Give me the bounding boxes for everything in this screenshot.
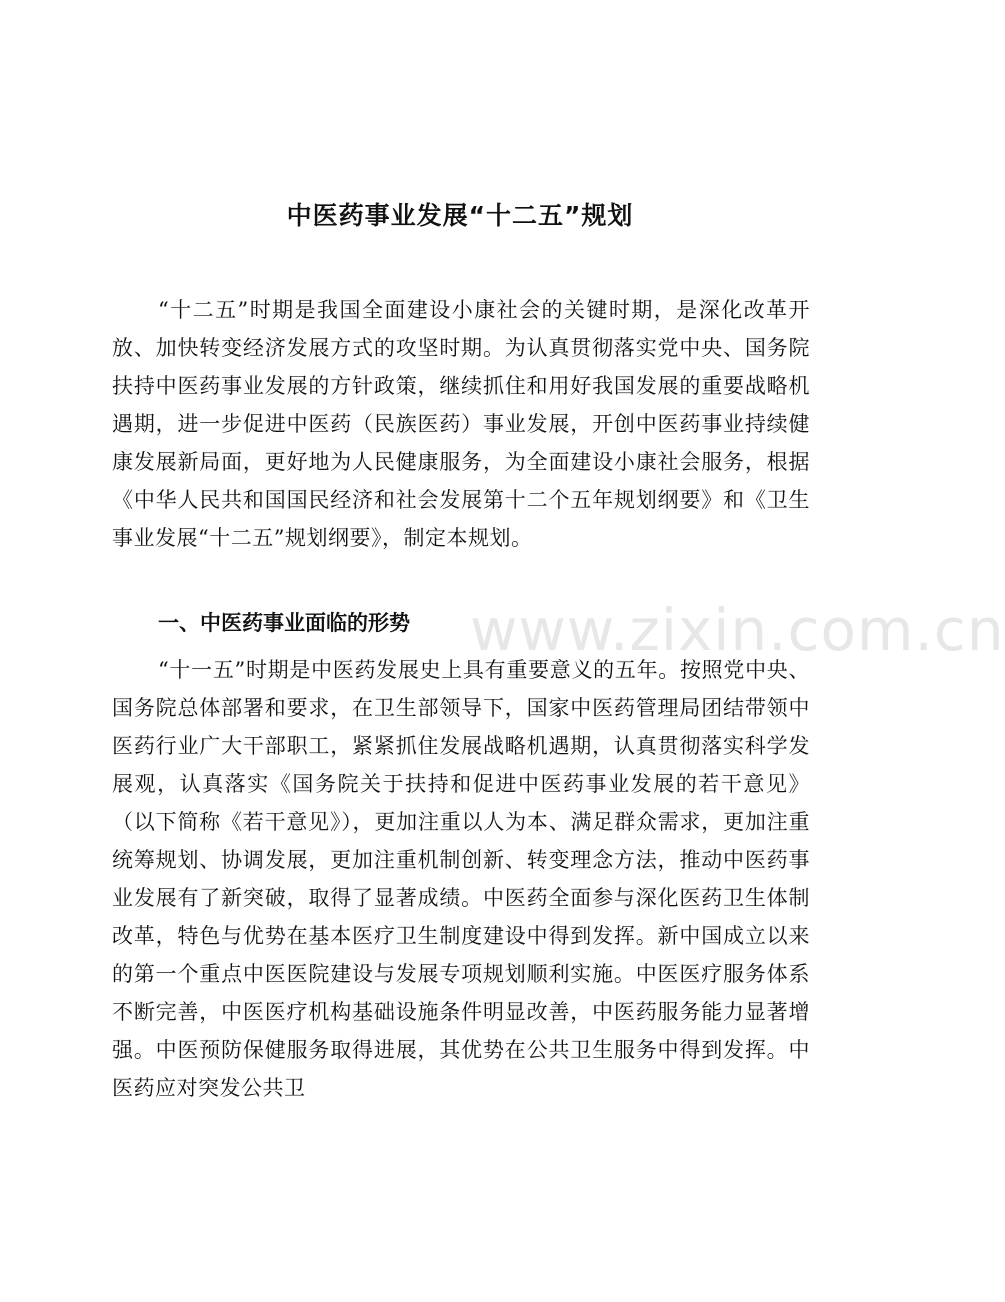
section-paragraph: “十一五”时期是中医药发展史上具有重要意义的五年。按照党中央、国务院总体部署和要求，在卫生部领导下，国家中医药管理局团结带领中医药行业广大干部职工，紧紧抓住发展战略机遇期，认真贯彻落实科学发展观，认真落实《国务院关于扶持和促进中医药事业发展的若干意见》（以下简称《若干意见》），更加注重以人为本、满足群众需求，更加注重统筹规划、协调发展，更加注重机制创新、转变理念方法，推动中医药事业发展有了新突破，取得了显著成绩。中医药全面参与深化医药卫生体制改革，特色与优势在基本医疗卫生制度建设中得到发挥。新中国成立以来的第一个重点中医医院建设与发展专项规划顺利实施。中医医疗服务体系不断完善，中医医疗机构基础设施条件明显改善，中医药服务能力显著增强。中医预防保健服务取得进展，其优势在公共卫生服务中得到发挥。中医药应对突发公共卫 <box>112 658 810 1100</box>
document-title: 中医药事业发展“十二五”规划 <box>286 201 634 230</box>
watermark: www.zixin.com.cn <box>470 596 1005 664</box>
section-heading: 一、中医药事业面临的形势 <box>158 611 410 635</box>
intro-paragraph: “十二五”时期是我国全面建设小康社会的关键时期，是深化改革开放、加快转变经济发展方式的攻坚时期。为认真贯彻落实党中央、国务院扶持中医药事业发展的方针政策，继续抓住和用好我国发展的重要战略机遇期，进一步促进中医药（民族医药）事业发展，开创中医药事业持续健康发展新局面，更好地为人民健康服务，为全面建设小康社会服务，根据《中华人民共和国国民经济和社会发展第十二个五年规划纲要》和《卫生事业发展“十二五”规划纲要》，制定本规划。 <box>112 298 810 550</box>
